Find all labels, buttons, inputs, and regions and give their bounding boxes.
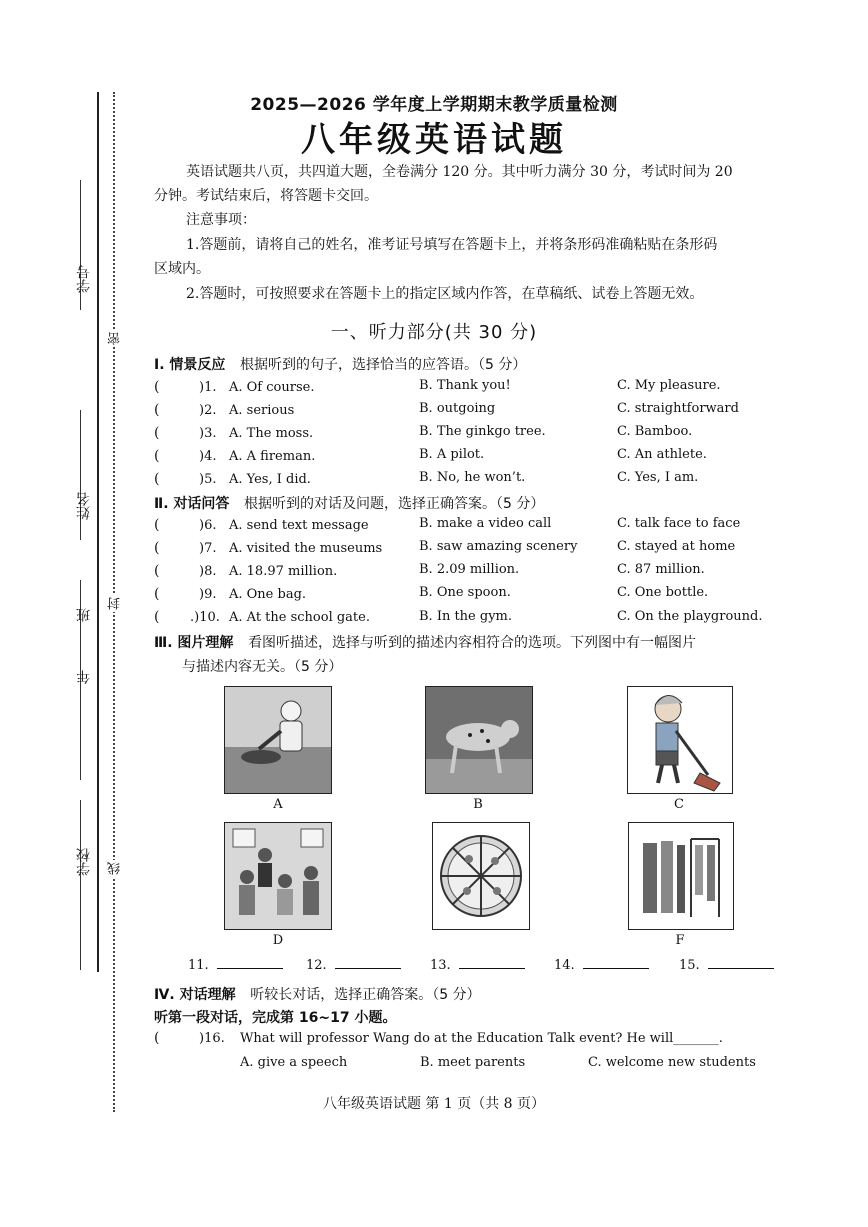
notice-heading: 注意事项： xyxy=(186,212,256,228)
rule-2: 2.答题时，可按照要求在答题卡上的指定区域内作答，在草稿纸、试卷上答题无效。 xyxy=(186,286,704,302)
option-c: C. My pleasure. xyxy=(617,378,721,393)
option-b: B. The ginkgo tree. xyxy=(419,424,546,439)
picture-d-label: D xyxy=(272,933,284,948)
option-c: C. On the playground. xyxy=(617,609,763,624)
part4-instruction: 听较长对话，选择正确答案。（5 分） xyxy=(250,987,481,1003)
pizza-icon xyxy=(433,823,529,929)
question-number: )9. xyxy=(199,587,217,602)
option-b: B. saw amazing scenery xyxy=(419,539,578,554)
option-a: A. serious xyxy=(229,403,295,418)
answer-blank-11[interactable]: 11. xyxy=(188,958,283,973)
part3-instruction: 看图听描述，选择与听到的描述内容相符合的选项。下列图中有一幅图片 xyxy=(248,635,697,651)
rule-1a: 1.答题前，请将自己的姓名，准考证号填写在答题卡上，并将条形码准确粘贴在条形码 xyxy=(186,237,718,253)
option-c: C. Bamboo. xyxy=(617,424,693,439)
option-a: A. 18.97 million. xyxy=(229,564,338,579)
answer-blank-14[interactable]: 14. xyxy=(554,958,649,973)
answer-blank-12[interactable]: 12. xyxy=(306,958,401,973)
option-b: B. meet parents xyxy=(420,1055,526,1070)
part3-instruction-cont: 与描述内容无关。（5 分） xyxy=(182,659,343,675)
part4-title: Ⅳ. 对话理解 xyxy=(154,987,236,1003)
question-number: )2. xyxy=(199,403,217,418)
picture-c xyxy=(627,686,733,794)
option-a: A. One bag. xyxy=(229,587,307,602)
name-underline xyxy=(80,410,81,540)
part4-heading xyxy=(154,984,481,1004)
option-b: B. A pilot. xyxy=(419,447,485,462)
question-number: .)10. xyxy=(190,610,220,625)
option-b: B. One spoon. xyxy=(419,585,511,600)
option-c: C. 87 million. xyxy=(617,562,705,577)
picture-b xyxy=(425,686,533,794)
part3-title: Ⅲ. 图片理解 xyxy=(154,635,234,651)
option-b: B. 2.09 million. xyxy=(419,562,520,577)
part2-instruction: 根据听到的对话及问题，选择正确答案。（5 分） xyxy=(244,496,545,512)
picture-f xyxy=(628,822,734,930)
option-b: B. In the gym. xyxy=(419,609,513,624)
option-c: C. welcome new students xyxy=(588,1055,756,1070)
part3-heading xyxy=(154,632,696,652)
part2-heading xyxy=(154,493,544,513)
option-a: A. The moss. xyxy=(229,426,314,441)
question-stem: What will professor Wang do at the Education Talk event? He will_______. xyxy=(240,1031,723,1046)
option-a: A. Yes, I did. xyxy=(229,472,311,487)
part1-title: Ⅰ. 情景反应 xyxy=(154,357,226,373)
grade-label: 年 xyxy=(76,670,92,684)
question-number: )5. xyxy=(199,472,217,487)
seal-char-xian: 线 xyxy=(108,862,123,875)
students-classroom-icon xyxy=(225,823,331,929)
question-number: )16. xyxy=(199,1031,225,1046)
option-c: C. One bottle. xyxy=(617,585,709,600)
picture-a xyxy=(224,686,332,794)
seal-char-mi: 密 xyxy=(108,332,123,345)
picture-e xyxy=(432,822,530,930)
option-b: B. make a video call xyxy=(419,516,552,531)
option-a: A. At the school gate. xyxy=(229,610,370,625)
question-number: )6. xyxy=(199,518,217,533)
intro-line-1: 英语试题共八页，共四道大题，全卷满分 120 分。其中听力满分 30 分，考试时间为 20 xyxy=(186,164,733,180)
class-label: 班 xyxy=(76,608,92,622)
option-c: C. Yes, I am. xyxy=(617,470,699,485)
part1-instruction: 根据听到的句子，选择恰当的应答语。（5 分） xyxy=(240,357,527,373)
option-c: C. An athlete. xyxy=(617,447,707,462)
question-number: )1. xyxy=(199,380,217,395)
student-id-label: 学号 xyxy=(76,265,92,293)
seal-char-feng: 封 xyxy=(108,597,123,610)
boy-sweeping-icon xyxy=(628,687,732,793)
option-a: A. give a speech xyxy=(240,1055,348,1070)
part4-sub-instruction: 听第一段对话，完成第 16~17 小题。 xyxy=(154,1010,397,1026)
question-number: )3. xyxy=(199,426,217,441)
option-c: C. talk face to face xyxy=(617,516,741,531)
school-label: 学校 xyxy=(76,848,92,876)
option-b: B. Thank you! xyxy=(419,378,511,393)
picture-b-label: B xyxy=(473,797,483,812)
exam-year: 2025—2026 学年度上学期期末教学质量检测 xyxy=(250,95,618,115)
answer-blank-15[interactable]: 15. xyxy=(679,958,774,973)
picture-a-label: A xyxy=(273,797,283,812)
name-label: 姓名 xyxy=(76,492,92,520)
rule-1b: 区域内。 xyxy=(154,261,210,277)
option-a: A. visited the museums xyxy=(229,541,383,556)
clothes-rack-icon xyxy=(629,823,733,929)
page-footer: 八年级英语试题 第 1 页（共 8 页） xyxy=(322,1096,546,1112)
robot-cooking-icon xyxy=(225,687,331,793)
school-underline xyxy=(80,800,81,970)
option-c: C. stayed at home xyxy=(617,539,736,554)
cheetah-icon xyxy=(426,687,532,793)
part2-title: Ⅱ. 对话问答 xyxy=(154,496,230,512)
question-number: )8. xyxy=(199,564,217,579)
picture-f-label: F xyxy=(675,933,685,948)
option-c: C. straightforward xyxy=(617,401,739,416)
option-a: A. A fireman. xyxy=(229,449,316,464)
part1-heading xyxy=(154,354,526,374)
option-a: A. Of course. xyxy=(229,380,315,395)
option-b: B. No, he won’t. xyxy=(419,470,526,485)
exam-title: 八年级英语试题 xyxy=(301,120,567,160)
question-number: )7. xyxy=(199,541,217,556)
picture-d xyxy=(224,822,332,930)
option-b: B. outgoing xyxy=(419,401,496,416)
listening-section-title: 一、听力部分(共 30 分) xyxy=(330,322,538,343)
option-a: A. send text message xyxy=(229,518,369,533)
picture-c-label: C xyxy=(674,797,684,812)
intro-line-2: 分钟。考试结束后，将答题卡交回。 xyxy=(154,188,378,204)
answer-blank-13[interactable]: 13. xyxy=(430,958,525,973)
question-number: )4. xyxy=(199,449,217,464)
binding-line xyxy=(97,92,99,972)
